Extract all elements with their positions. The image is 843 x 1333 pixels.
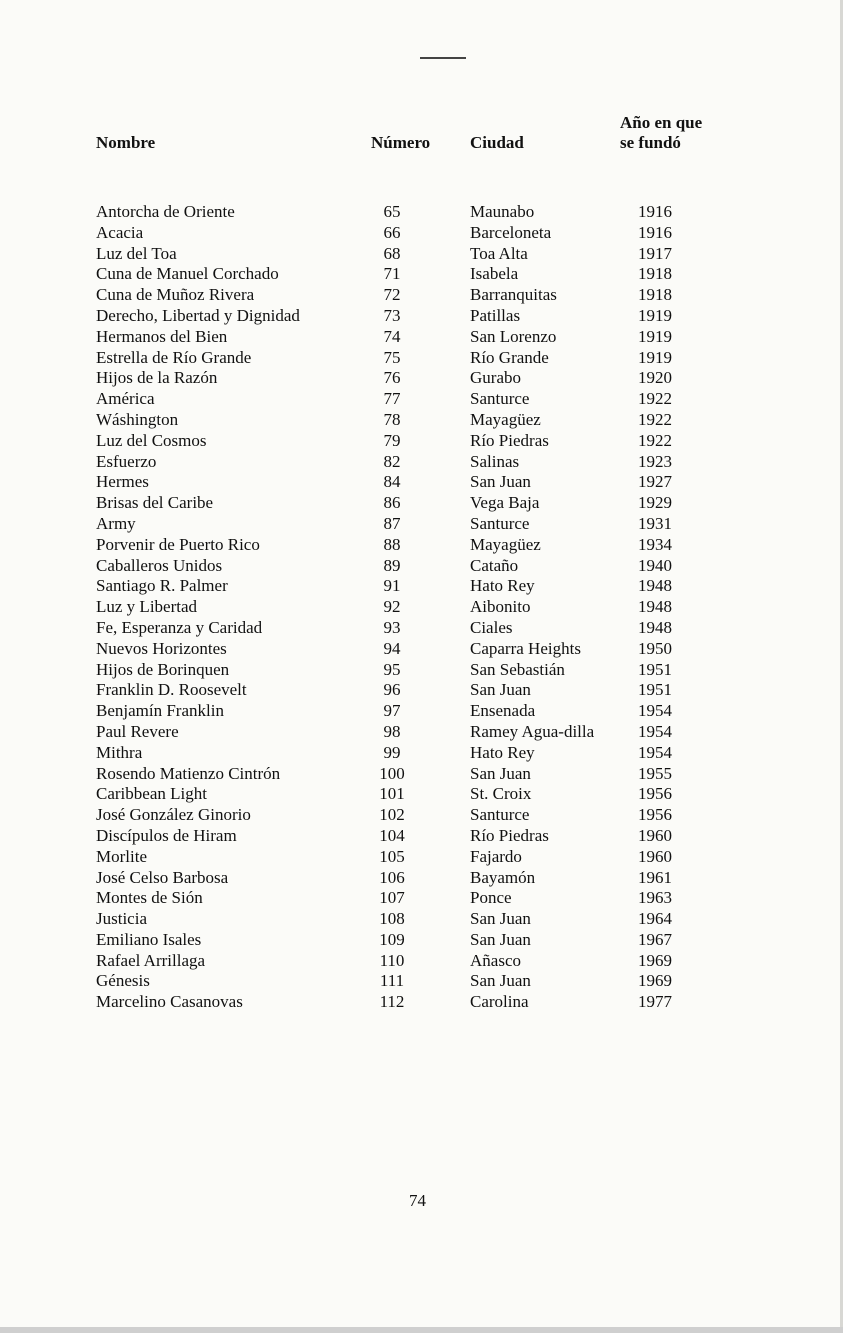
table-row bbox=[0, 930, 843, 951]
cell-ciudad: Vega Baja bbox=[470, 493, 540, 513]
cell-ciudad: Caparra Heights bbox=[470, 638, 581, 658]
cell-ciudad: Maunabo bbox=[470, 202, 535, 221]
cell-ciudad: Ponce bbox=[470, 888, 512, 908]
cell-anio: 1919 bbox=[638, 305, 672, 325]
table-row bbox=[0, 348, 843, 369]
cell-nombre: Caribbean Light bbox=[96, 784, 207, 804]
table-row bbox=[0, 701, 843, 722]
cell-ciudad: Ensenada bbox=[470, 701, 536, 721]
cell-numero: 72 bbox=[383, 285, 401, 305]
table-row bbox=[0, 971, 843, 992]
cell-anio: 1916 bbox=[638, 222, 672, 242]
cell-nombre: Rafael Arrillaga bbox=[96, 950, 206, 970]
cell-ciudad: Ramey Agua-dilla bbox=[470, 721, 595, 741]
cell-ciudad: Fajardo bbox=[470, 846, 522, 866]
cell-nombre: Franklin D. Roosevelt bbox=[96, 680, 247, 700]
cell-anio: 1948 bbox=[638, 617, 672, 637]
cell-ciudad: San Juan bbox=[470, 680, 531, 700]
cell-ciudad: Carolina bbox=[470, 992, 529, 1012]
cell-anio: 1934 bbox=[638, 534, 672, 554]
cell-anio: 1923 bbox=[638, 451, 672, 471]
cell-numero: 82 bbox=[383, 451, 401, 471]
cell-anio: 1960 bbox=[638, 846, 672, 866]
cell-numero: 88 bbox=[383, 534, 401, 554]
table-row bbox=[0, 535, 843, 556]
cell-numero: 98 bbox=[383, 721, 401, 741]
cell-anio: 1951 bbox=[638, 680, 672, 700]
cell-nombre: Porvenir de Puerto Rico bbox=[96, 534, 260, 554]
cell-anio: 1954 bbox=[638, 701, 672, 721]
table-row bbox=[0, 805, 843, 826]
cell-numero: 100 bbox=[379, 763, 405, 783]
cell-numero: 75 bbox=[383, 347, 401, 367]
table-row bbox=[0, 431, 843, 452]
cell-numero: 101 bbox=[379, 784, 405, 804]
cell-ciudad: Aibonito bbox=[470, 597, 531, 617]
cell-nombre: Luz del Toa bbox=[96, 243, 177, 263]
cell-anio: 1954 bbox=[638, 721, 672, 741]
cell-anio: 1961 bbox=[638, 867, 672, 887]
page-number: 74 bbox=[409, 1191, 426, 1210]
cell-numero: 92 bbox=[383, 597, 401, 617]
cell-anio: 1916 bbox=[638, 202, 672, 221]
cell-nombre: Hermanos del Bien bbox=[96, 326, 228, 346]
cell-nombre: América bbox=[96, 389, 155, 409]
cell-ciudad: San Juan bbox=[470, 909, 531, 929]
cell-anio: 1919 bbox=[638, 326, 672, 346]
cell-nombre: Derecho, Libertad y Dignidad bbox=[96, 305, 300, 325]
cell-anio: 1922 bbox=[638, 409, 672, 429]
table-row bbox=[0, 472, 843, 493]
header-numero: Número bbox=[371, 133, 431, 152]
cell-numero: 68 bbox=[383, 243, 401, 263]
table-row bbox=[0, 223, 843, 244]
cell-nombre: Luz del Cosmos bbox=[96, 430, 207, 450]
cell-nombre: Caballeros Unidos bbox=[96, 555, 223, 575]
cell-nombre: Discípulos de Hiram bbox=[96, 825, 237, 845]
cell-numero: 97 bbox=[383, 701, 401, 721]
cell-nombre: Fe, Esperanza y Caridad bbox=[96, 617, 263, 637]
table-row bbox=[0, 888, 843, 909]
cell-numero: 109 bbox=[379, 929, 405, 949]
cell-nombre: Acacia bbox=[96, 222, 144, 242]
table-row bbox=[0, 826, 843, 847]
cell-nombre: Benjamín Franklin bbox=[96, 701, 224, 721]
table-row bbox=[0, 285, 843, 306]
cell-ciudad: Santurce bbox=[470, 513, 530, 533]
table-row bbox=[0, 368, 843, 389]
cell-nombre: Luz y Libertad bbox=[96, 597, 198, 617]
table-row bbox=[0, 618, 843, 639]
cell-ciudad: San Juan bbox=[470, 472, 531, 492]
cell-ciudad: Bayamón bbox=[470, 867, 536, 887]
cell-ciudad: Barceloneta bbox=[470, 222, 552, 242]
cell-ciudad: St. Croix bbox=[470, 784, 532, 804]
cell-anio: 1931 bbox=[638, 513, 672, 533]
cell-nombre: Hijos de Borinquen bbox=[96, 659, 230, 679]
cell-numero: 104 bbox=[379, 825, 405, 845]
cell-anio: 1956 bbox=[638, 784, 672, 804]
cell-numero: 108 bbox=[379, 909, 405, 929]
cell-nombre: Estrella de Río Grande bbox=[96, 347, 252, 367]
cell-anio: 1964 bbox=[638, 909, 672, 929]
cell-nombre: Mithra bbox=[96, 742, 143, 762]
table-row bbox=[0, 202, 843, 223]
header-ciudad: Ciudad bbox=[470, 133, 524, 152]
cell-numero: 99 bbox=[383, 742, 401, 762]
cell-ciudad: San Lorenzo bbox=[470, 326, 557, 346]
table-row bbox=[0, 951, 843, 972]
table-row bbox=[0, 992, 843, 1013]
cell-ciudad: Patillas bbox=[470, 305, 521, 325]
cell-ciudad: Mayagüez bbox=[470, 534, 541, 554]
cell-numero: 66 bbox=[383, 222, 401, 242]
cell-ciudad: Río Grande bbox=[470, 347, 549, 367]
cell-anio: 1922 bbox=[638, 430, 672, 450]
cell-ciudad: Cataño bbox=[470, 555, 519, 575]
table-row bbox=[0, 410, 843, 431]
header-nombre: Nombre bbox=[96, 133, 156, 152]
table-row bbox=[0, 597, 843, 618]
cell-numero: 86 bbox=[383, 493, 401, 513]
cell-nombre: Morlite bbox=[96, 846, 147, 866]
cell-anio: 1922 bbox=[638, 389, 672, 409]
cell-numero: 96 bbox=[383, 680, 401, 700]
table-row bbox=[0, 764, 843, 785]
cell-nombre: Paul Revere bbox=[96, 721, 179, 741]
cell-ciudad: Toa Alta bbox=[470, 243, 528, 263]
cell-nombre: Cuna de Manuel Corchado bbox=[96, 264, 279, 284]
table-row bbox=[0, 389, 843, 410]
cell-ciudad: Santurce bbox=[470, 389, 530, 409]
cell-numero: 112 bbox=[379, 992, 405, 1012]
cell-ciudad: Isabela bbox=[470, 264, 519, 284]
cell-numero: 93 bbox=[383, 617, 401, 637]
cell-ciudad: Río Piedras bbox=[470, 430, 549, 450]
cell-anio: 1956 bbox=[638, 805, 672, 825]
cell-ciudad: Barranquitas bbox=[470, 285, 557, 305]
cell-numero: 71 bbox=[383, 264, 401, 284]
cell-anio: 1918 bbox=[638, 264, 672, 284]
table-row bbox=[0, 680, 843, 701]
cell-numero: 79 bbox=[383, 430, 401, 450]
cell-numero: 91 bbox=[383, 576, 401, 596]
cell-anio: 1940 bbox=[638, 555, 672, 575]
header-anio-line2: se fundó bbox=[620, 133, 681, 152]
table-row bbox=[0, 327, 843, 348]
cell-ciudad: Ciales bbox=[470, 617, 513, 637]
table-row bbox=[0, 576, 843, 597]
cell-numero: 105 bbox=[379, 846, 405, 866]
cell-nombre: José González Ginorio bbox=[96, 805, 251, 825]
table-row bbox=[0, 743, 843, 764]
cell-anio: 1948 bbox=[638, 597, 672, 617]
cell-nombre: Rosendo Matienzo Cintrón bbox=[96, 763, 281, 783]
cell-nombre: Hijos de la Razón bbox=[96, 368, 218, 388]
cell-numero: 87 bbox=[383, 513, 401, 533]
cell-numero: 65 bbox=[383, 202, 401, 221]
page-bottom-edge bbox=[0, 1327, 843, 1333]
cell-numero: 77 bbox=[383, 389, 401, 409]
table-row bbox=[0, 722, 843, 743]
table-row bbox=[0, 847, 843, 868]
cell-anio: 1960 bbox=[638, 825, 672, 845]
cell-numero: 102 bbox=[379, 805, 405, 825]
table-row bbox=[0, 660, 843, 681]
cell-ciudad: Añasco bbox=[470, 950, 521, 970]
cell-ciudad: Gurabo bbox=[470, 368, 521, 388]
cell-numero: 76 bbox=[383, 368, 401, 388]
cell-numero: 73 bbox=[383, 305, 401, 325]
cell-anio: 1955 bbox=[638, 763, 672, 783]
header-anio-line1: Año en que bbox=[620, 113, 703, 132]
cell-ciudad: San Juan bbox=[470, 929, 531, 949]
cell-ciudad: San Juan bbox=[470, 763, 531, 783]
cell-anio: 1951 bbox=[638, 659, 672, 679]
top-dash-mark bbox=[420, 57, 466, 59]
cell-numero: 89 bbox=[383, 555, 401, 575]
cell-anio: 1917 bbox=[638, 243, 672, 263]
cell-nombre: Antorcha de Oriente bbox=[96, 202, 235, 221]
cell-ciudad: Hato Rey bbox=[470, 742, 535, 762]
table-row bbox=[0, 556, 843, 577]
cell-nombre: Emiliano Isales bbox=[96, 929, 202, 949]
cell-ciudad: Santurce bbox=[470, 805, 530, 825]
cell-nombre: Santiago R. Palmer bbox=[96, 576, 228, 596]
cell-numero: 106 bbox=[379, 867, 405, 887]
cell-nombre: Hermes bbox=[96, 472, 149, 492]
cell-nombre: Nuevos Horizontes bbox=[96, 638, 227, 658]
cell-numero: 111 bbox=[379, 971, 405, 991]
cell-numero: 95 bbox=[383, 659, 401, 679]
table-row bbox=[0, 244, 843, 265]
cell-ciudad: San Juan bbox=[470, 971, 531, 991]
table-row bbox=[0, 514, 843, 535]
table-row bbox=[0, 639, 843, 660]
cell-nombre: Cuna de Muñoz Rivera bbox=[96, 285, 255, 305]
cell-anio: 1969 bbox=[638, 971, 672, 991]
cell-anio: 1950 bbox=[638, 638, 672, 658]
table-row bbox=[0, 306, 843, 327]
cell-nombre: José Celso Barbosa bbox=[96, 867, 229, 887]
cell-anio: 1948 bbox=[638, 576, 672, 596]
cell-ciudad: Río Piedras bbox=[470, 825, 549, 845]
cell-ciudad: Salinas bbox=[470, 451, 520, 471]
lodges-table bbox=[0, 202, 843, 1013]
table-row bbox=[0, 909, 843, 930]
cell-anio: 1977 bbox=[638, 992, 672, 1012]
cell-nombre: Montes de Sión bbox=[96, 888, 203, 908]
table-row bbox=[0, 452, 843, 473]
cell-numero: 84 bbox=[383, 472, 401, 492]
table-row bbox=[0, 784, 843, 805]
cell-ciudad: Mayagüez bbox=[470, 409, 541, 429]
cell-numero: 78 bbox=[383, 409, 401, 429]
cell-numero: 107 bbox=[379, 888, 405, 908]
cell-nombre: Esfuerzo bbox=[96, 451, 157, 471]
cell-anio: 1929 bbox=[638, 493, 672, 513]
cell-anio: 1919 bbox=[638, 347, 672, 367]
cell-nombre: Wáshington bbox=[96, 409, 179, 429]
cell-numero: 94 bbox=[383, 638, 401, 658]
cell-ciudad: Hato Rey bbox=[470, 576, 535, 596]
cell-anio: 1963 bbox=[638, 888, 672, 908]
cell-anio: 1918 bbox=[638, 285, 672, 305]
table-row bbox=[0, 868, 843, 889]
cell-numero: 74 bbox=[383, 326, 401, 346]
cell-nombre: Génesis bbox=[96, 971, 150, 991]
cell-anio: 1969 bbox=[638, 950, 672, 970]
cell-anio: 1954 bbox=[638, 742, 672, 762]
cell-nombre: Marcelino Casanovas bbox=[96, 992, 243, 1012]
cell-anio: 1967 bbox=[638, 929, 672, 949]
cell-ciudad: San Sebastián bbox=[470, 659, 565, 679]
table-row bbox=[0, 493, 843, 514]
cell-nombre: Brisas del Caribe bbox=[96, 493, 214, 513]
cell-nombre: Army bbox=[96, 513, 136, 533]
cell-anio: 1920 bbox=[638, 368, 672, 388]
table-row bbox=[0, 264, 843, 285]
cell-anio: 1927 bbox=[638, 472, 672, 492]
cell-nombre: Justicia bbox=[96, 909, 147, 929]
cell-numero: 110 bbox=[379, 950, 405, 970]
